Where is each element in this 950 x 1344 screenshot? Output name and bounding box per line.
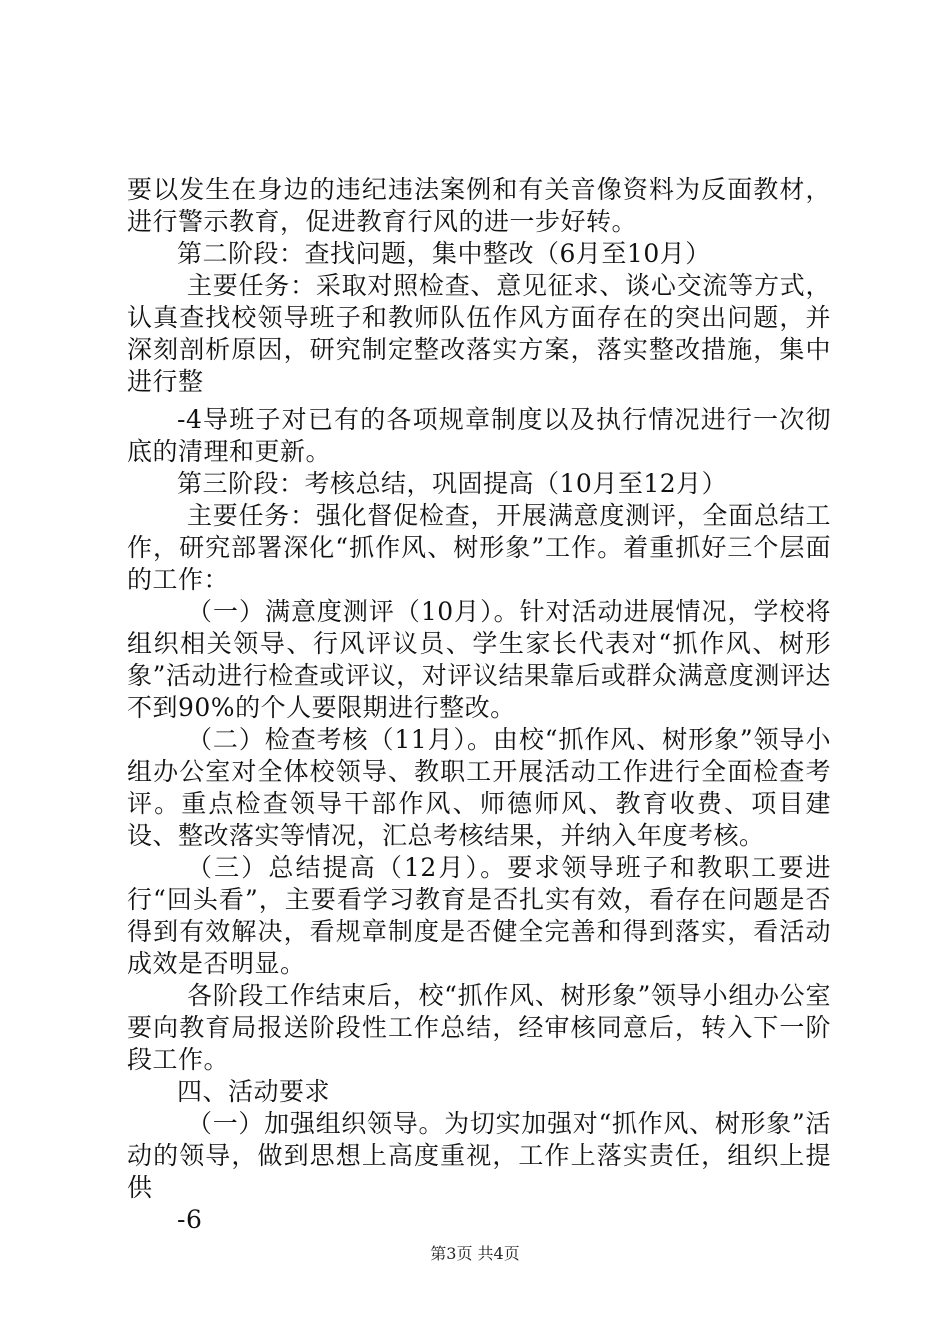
paragraph-1: 要以发生在身边的违纪违法案例和有关音像资料为反面教材，进行警示教育，促进教育行风的进一步好转。 bbox=[127, 175, 831, 236]
paragraph-12: （一）加强组织领导。为切实加强对“抓作风、树形象”活动的领导，做到思想上高度重视，工作上落实责任，组织上提供 bbox=[127, 1109, 831, 1202]
paragraph-7: （一）满意度测评（10月）。针对活动进展情况，学校将组织相关领导、行风评议员、学生家长代表对“抓作风、树形象”活动进行检查或评议，对评议结果靠后或群众满意度测评达不到90%的个人要限期进行整改。 bbox=[127, 597, 831, 722]
document-body bbox=[127, 174, 831, 1236]
paragraph-2: 第二阶段：查找问题，集中整改（6月至10月） bbox=[177, 239, 711, 268]
paragraph-5: 第三阶段：考核总结，巩固提高（10月至12月） bbox=[177, 469, 728, 498]
paragraph-4: -4导班子对已有的各项规章制度以及执行情况进行一次彻底的清理和更新。 bbox=[127, 405, 831, 466]
section-heading: 四、活动要求 bbox=[177, 1077, 331, 1106]
paragraph-3: 主要任务：采取对照检查、意见征求、谈心交流等方式，认真查找校领导班子和教师队伍作风方面存在的突出问题，并深刻剖析原因，研究制定整改落实方案，落实整改措施，集中进行整 bbox=[127, 271, 831, 396]
paragraph-9: （三）总结提高（12月）。要求领导班子和教职工要进行“回头看”，主要看学习教育是否扎实有效，看存在问题是否得到有效解决，看规章制度是否健全完善和得到落实，看活动成效是否明显。 bbox=[127, 853, 831, 978]
paragraph-8: （二）检查考核（11月）。由校“抓作风、树形象”领导小组办公室对全体校领导、教职工开展活动工作进行全面检查考评。重点检查领导干部作风、师德师风、教育收费、项目建设、整改落实等情况，汇总考核结果，并纳入年度考核。 bbox=[127, 725, 831, 850]
paragraph-10: 各阶段工作结束后，校“抓作风、树形象”领导小组办公室要向教育局报送阶段性工作总结，经审核同意后，转入下一阶段工作。 bbox=[127, 981, 831, 1074]
page-footer: 第3页 共4页 bbox=[430, 1244, 520, 1263]
page-fragment-marker: -6 bbox=[177, 1205, 203, 1234]
paragraph-6: 主要任务：强化督促检查，开展满意度测评，全面总结工作，研究部署深化“抓作风、树形象”工作。着重抓好三个层面的工作： bbox=[127, 501, 831, 594]
